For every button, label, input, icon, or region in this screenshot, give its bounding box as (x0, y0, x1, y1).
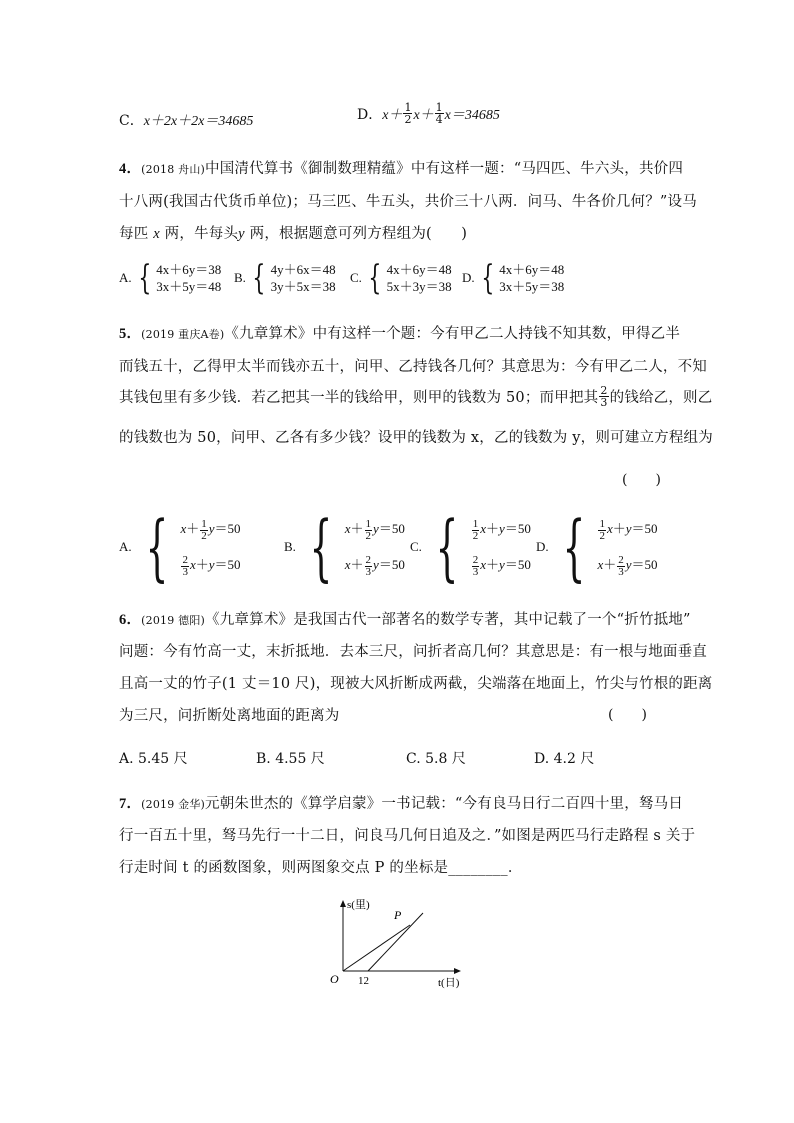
q6-number: 6． (119, 612, 142, 628)
fraction-half: $\frac{1}{2}$ (404, 101, 412, 126)
fraction-quarter: $\frac{1}{4}$ (435, 101, 443, 126)
y-axis-label: s(里) (347, 899, 370, 911)
q4-line-2: 十八两(我国古代货币单位)；马三匹、牛五头，共价三十八两．问马、牛各价几何？”设马 (119, 194, 697, 210)
q4-number: 4． (119, 161, 142, 177)
q4-option-c: C. { 4x＋6y＝48 5x＋3y＝38 (350, 258, 452, 298)
q5-line-3: 其钱包里有多少钱．若乙把其一半的钱给甲，则甲的钱数为 50；而甲把其 $\frac{2}{3}$ 的钱给乙，则乙 (119, 384, 713, 409)
q4-option-d: D. { 4x＋6y＝48 3x＋5y＝38 (462, 258, 565, 298)
q7-line-3: 行走时间 t 的函数图象，则两图象交点 P 的坐标是________． (119, 860, 523, 876)
x-axis-arrow (454, 968, 461, 974)
tick-12-label: 12 (358, 975, 369, 987)
q7-source: (2019 金华) (141, 798, 206, 811)
q5-number: 5． (119, 326, 142, 342)
q6-option-b: B. 4.55 尺 (256, 751, 325, 767)
q7-graph (320, 895, 470, 995)
q5-line-4: 的钱数也为 50，问甲、乙各有多少钱？设甲的钱数为 x，乙的钱数为 y，则可建立方程组为 (119, 430, 713, 446)
q7-line-1: 7．(2019 金华)元朝朱世杰的《算学启蒙》一书记载：“今有良马日行二百四十里，驽马日 (119, 796, 684, 812)
q3-option-c: C．x＋2x＋2x＝34685 (119, 113, 254, 129)
slow-horse-line (343, 925, 410, 971)
x-axis-label: t(日) (438, 977, 460, 989)
point-p-label: P (394, 908, 402, 922)
q5-line-2: 而钱五十，乙得甲太半而钱亦五十，问甲、乙持钱各几何？其意思为：今有甲乙二人，不知 (119, 359, 707, 375)
y-axis-arrow (340, 900, 346, 907)
q5-line-1: 5．(2019 重庆A卷)《九章算术》中有这样一个题：今有甲乙二人持钱不知其数，甲得乙半 (119, 326, 681, 342)
q5-option-d: D. { $\frac{1}{2}$ x＋y＝50 x＋ $\frac{2}{3}$ y＝50 (536, 505, 658, 589)
q6-line-3: 且高一丈的竹子(1 丈＝10 尺)，现被大风折断成两截，尖端落在地面上，竹尖与竹根的距离 (119, 676, 713, 692)
q6-option-d: D. 4.2 尺 (534, 751, 595, 767)
q5-option-a: A. { x＋ $\frac{1}{2}$ y＝50 $\frac{2}{3}$ x＋y＝50 (119, 505, 241, 589)
q6-line-1: 6．(2019 德阳)《九章算术》是我国古代一部著名的数学专著，其中记载了一个“折竹抵地” (119, 612, 691, 628)
q4-option-b: B. { 4y＋6x＝48 3y＋5x＝38 (234, 258, 336, 298)
q7-line-2: 行一百五十里，驽马先行一十二日，问良马几何日追及之．”如图是两匹马行走路程 s 关于 (119, 828, 696, 844)
q4-option-a: A. { 4x＋6y＝38 3x＋5y＝48 (119, 258, 222, 298)
q3-option-d: D． x＋ $\frac{1}{2}$ x＋ $\frac{1}{4}$ x＝34685 (357, 101, 500, 126)
q6-line-4: 为三尺，问折断处离地面的距离为 (119, 708, 340, 724)
origin-label: O (330, 972, 339, 986)
q3-option-c-expr: x＋2x＋2x＝34685 (143, 114, 254, 129)
q5-option-c: C. { $\frac{1}{2}$ x＋y＝50 $\frac{2}{3}$ x＋y＝50 (410, 505, 531, 589)
q6-option-c: C. 5.8 尺 (406, 751, 466, 767)
q6-source: (2019 德阳) (141, 614, 206, 627)
q5-answer-paren: ( ) (622, 472, 661, 488)
q4-source: (2018 舟山) (141, 163, 206, 176)
q6-line-2: 问题：今有竹高一丈，末折抵地．去本三尺，问折者高几何？其意思是：有一根与地面垂直 (119, 644, 707, 660)
q5-option-b: B. { x＋ $\frac{1}{2}$ y＝50 x＋ $\frac{2}{3}$ y＝50 (284, 505, 405, 589)
q7-number: 7． (119, 796, 142, 812)
q6-option-a: A. 5.45 尺 (119, 751, 188, 767)
q5-source: (2019 重庆A卷) (141, 328, 225, 341)
fraction-two-thirds: $\frac{2}{3}$ (600, 384, 608, 409)
q6-answer-paren: ( ) (608, 707, 647, 723)
q4-line-1: 4．(2018 舟山)中国清代算书《御制数理精蕴》中有这样一题：“马四匹、牛六头，共价四 (119, 161, 684, 177)
q4-line-3: 每匹 x 两，牛每头y 两，根据题意可列方程组为( ) (119, 226, 468, 242)
